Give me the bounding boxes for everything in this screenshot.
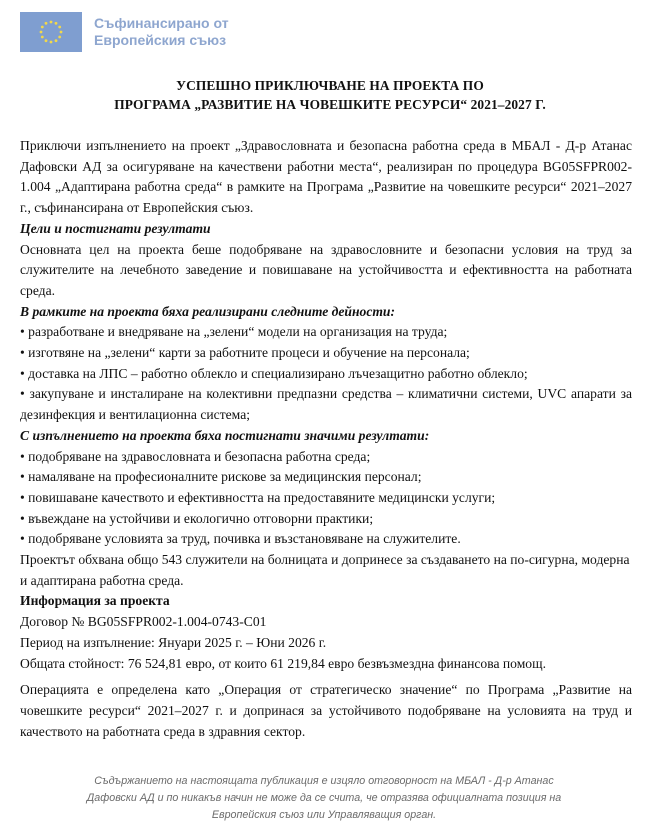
contract-number: Договор № BG05SFPR002-1.004-0743-C01 [20, 614, 267, 630]
document-body [20, 136, 632, 742]
title-line-2: ПРОГРАМА „РАЗВИТИЕ НА ЧОВЕШКИТЕ РЕСУРСИ“ 2021–2027 Г. [114, 97, 546, 112]
goals-heading: Цели и постигнати резултати [20, 220, 211, 236]
list-item: • доставка на ЛПС – работно облекло и специализирано лъчезащитно работно облекло; [20, 365, 528, 381]
eu-header [20, 12, 229, 52]
info-heading: Информация за проекта [20, 593, 170, 609]
cofund-label [94, 15, 229, 49]
activities-list [20, 322, 632, 426]
list-item: • въвеждане на устойчиви и екологично отговорни практики; [20, 510, 374, 526]
total-cost: Общата стойност: 76 524,81 евро, от които 61 219,84 евро безвъзмездна финансова помощ. [20, 655, 546, 671]
activities-heading: В рамките на проекта бяха реализирани следните дейности: [20, 303, 396, 319]
list-item: • намаляване на професионалните рискове за медицинския персонал; [20, 469, 422, 485]
implementation-period: Период на изпълнение: Януари 2025 г. – Юни 2026 г. [20, 634, 327, 650]
results-summary: Проектът обхвана общо 543 служители на болницата и допринесе за създаването на по-сигурна, модерна и адаптирана работна среда. [20, 552, 630, 588]
list-item: • изготвяне на „зелени“ карти за работните процеси и обучение на персонала; [20, 345, 470, 361]
disclaimer-footer [20, 773, 628, 824]
cofund-line-2: Европейския съюз [94, 32, 227, 48]
footer-line-2: Дафовски АД и по никакъв начин не може да се счита, че отразява официалната позиция на [86, 792, 562, 804]
operation-paragraph: Операцията е определена като „Операция от стратегическо значение“ по Програма „Развитие на човешките ресурси“ 2021–2027 г. и допринася за устойчивото подобряване на условията на труд и качеството на работната среда в здравния сектор. [20, 682, 632, 739]
list-item: • подобряване условията за труд, почивка и възстановяване на служителите. [20, 531, 461, 547]
cofund-line-1: Съфинансирано от [94, 15, 229, 31]
list-item: • подобряване на здравословната и безопасна работна среда; [20, 448, 371, 464]
intro-paragraph: Приключи изпълнението на проект „Здравословната и безопасна работна среда в МБАЛ - Д-р Атанас Дафовски АД за осигуряване на качествени работни места“, реализиран по процедура BG05SFPR002-1.004 „Адаптирана работна среда“ в рамките на Програма „Развитие на човешките ресурси“ 2021–2027 г., съфинансирана от Европейския съюз. [20, 138, 632, 216]
list-item: • повишаване качеството и ефективността на предоставяните медицински услуги; [20, 489, 496, 505]
results-heading: С изпълнението на проекта бяха постигнати значими резултати: [20, 427, 430, 443]
footer-line-3: Европейския съюз или Управляващия орган. [211, 809, 437, 821]
title-line-1: УСПЕШНО ПРИКЛЮЧВАНЕ НА ПРОЕКТА ПО [176, 78, 484, 93]
footer-line-1: Съдържанието на настоящата публикация е изцяло отговорност на МБАЛ - Д-р Атанас [94, 775, 554, 787]
list-item: • разработване и внедряване на „зелени“ модели на организация на труда; [20, 324, 448, 340]
page-title [40, 76, 620, 114]
goals-text: Основната цел на проекта беше подобряване на здравословните и безопасни условия на труд за служителите на лечебното заведение и повишаване на устойчивостта и ефективността на работната среда. [20, 241, 632, 298]
results-list [20, 447, 632, 551]
list-item: • закупуване и инсталиране на колективни предпазни средства – климатични системи, UVC апарати за дезинфекция и вентилационна система; [20, 386, 632, 423]
eu-flag-icon [20, 12, 82, 52]
